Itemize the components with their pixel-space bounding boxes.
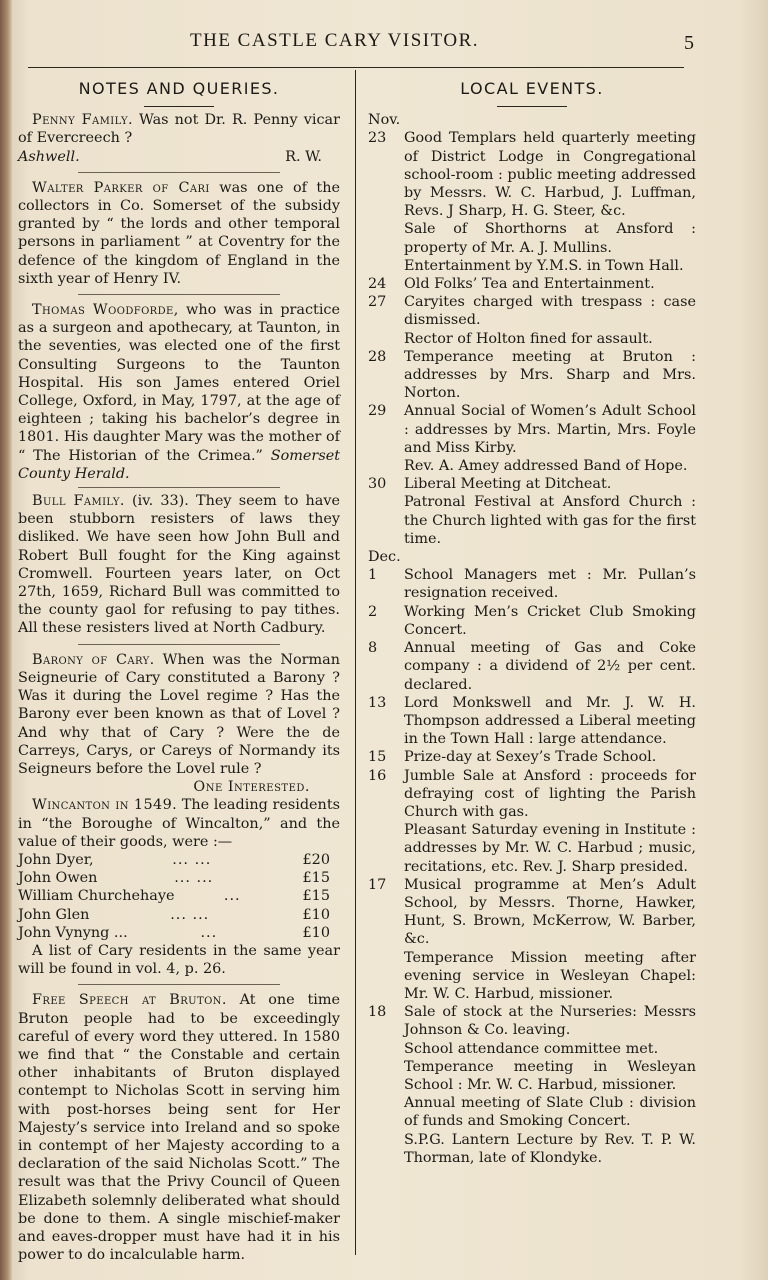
list-item <box>18 887 340 905</box>
event-entry <box>368 475 696 548</box>
event-item: Annual meeting of Gas and Coke company : a dividend of 2½ per cent. declared. <box>404 640 696 693</box>
event-item: Prize-day at Sexey’s Trade School. <box>404 749 657 766</box>
leader-dots: ... ... <box>172 851 212 868</box>
event-day: 24 <box>368 276 387 293</box>
resident-name: John Dyer, <box>18 851 94 868</box>
event-day: 8 <box>368 640 378 657</box>
event-item: Temperance Mission meeting after evening service in Wesleyan Chapel: Mr. W. C. Harbud, missioner. <box>404 949 696 1002</box>
event-day: 2 <box>368 603 378 620</box>
column-divider <box>355 70 356 1255</box>
event-text <box>404 475 696 548</box>
note-separator <box>78 483 280 488</box>
resident-name: John Owen <box>18 870 98 887</box>
resident-value: £20 <box>302 851 330 868</box>
event-entry <box>368 129 696 275</box>
list-item <box>18 906 340 924</box>
leader-dots: ... ... <box>170 906 210 923</box>
event-text <box>404 348 696 403</box>
note-source: Somerset County Herald. <box>18 447 340 482</box>
event-day: 30 <box>368 476 387 493</box>
residents-list <box>18 851 340 942</box>
note-bull-family <box>18 492 340 638</box>
event-text <box>404 402 696 475</box>
event-item: School Managers met : Mr. Pullan’s resignation received. <box>404 567 696 602</box>
event-day: 15 <box>368 749 387 766</box>
event-entry <box>368 767 696 876</box>
event-entry <box>368 694 696 749</box>
header-rule <box>28 67 684 68</box>
month-label: Dec. <box>368 549 401 566</box>
event-day: 18 <box>368 1004 387 1021</box>
event-entry <box>368 566 696 602</box>
note-free-speech <box>18 991 340 1264</box>
event-item: Rector of Holton fined for assault. <box>404 330 653 347</box>
month-label: Nov. <box>368 112 401 129</box>
note-footer: A list of Cary residents in the same year will be found in vol. 4, p. 26. <box>18 942 340 978</box>
event-entry <box>368 603 696 639</box>
note-barony-of-cary <box>18 651 340 797</box>
event-item: Sale of Shorthorns at Ansford : property of Mr. A. J. Mullins. <box>404 221 696 256</box>
event-item: Old Folks’ Tea and Entertainment. <box>404 276 655 293</box>
event-text <box>404 293 696 348</box>
note-lead: Thomas Woodforde, <box>32 302 179 319</box>
leader-dots: ... <box>200 924 218 941</box>
event-item: Pleasant Saturday evening in Institute : addresses by Mr. W. C. Harbud ; music, recitations, etc. Rev. J. Sharp presided. <box>404 822 696 875</box>
leader-dots: ... ... <box>174 870 214 887</box>
event-item: Annual meeting of Slate Club : division of funds and Smoking Concert. <box>404 1095 696 1130</box>
event-text <box>404 275 696 293</box>
note-lead: Bull Family. <box>32 493 125 510</box>
event-text <box>404 639 696 694</box>
event-item: S.P.G. Lantern Lecture by Rev. T. P. W. Thorman, late of Klondyke. <box>404 1131 696 1166</box>
event-text <box>404 748 696 766</box>
list-item <box>18 851 340 869</box>
event-item: School attendance committee met. <box>404 1040 659 1057</box>
event-item: Caryites charged with trespass : case dismissed. <box>404 294 696 329</box>
book-binding-edge <box>0 0 12 1280</box>
note-lead: Barony of Cary. <box>32 651 155 668</box>
events-list <box>368 111 696 1167</box>
list-item <box>18 869 340 887</box>
note-penny-family <box>18 111 340 166</box>
note-text: When was the Norman Seigneurie of Cary constituted a Barony ? Was it during the Lovel regime ? Has the Barony ever been known as that of Lovel ? And why that of Cary ? Were the de Carreys, Carys, or Careys of Normandy its Seigneurs before the Lovel rule ? <box>18 651 341 777</box>
note-separator <box>78 978 280 985</box>
local-events-column <box>368 76 696 1167</box>
event-text <box>404 876 696 1003</box>
note-wincanton <box>18 796 340 978</box>
event-entry <box>368 402 696 475</box>
notes-heading: NOTES AND QUERIES. <box>78 79 280 98</box>
running-title: THE CASTLE CARY VISITOR. <box>190 30 480 51</box>
event-day: 1 <box>368 567 378 584</box>
event-entry <box>368 748 696 766</box>
event-item: Working Men’s Cricket Club Smoking Concert. <box>404 603 696 638</box>
note-place: Ashwell. <box>18 148 80 165</box>
event-item: Liberal Meeting at Ditcheat. <box>404 476 612 493</box>
note-signature: R. W. <box>285 148 322 165</box>
event-entry <box>368 275 696 293</box>
note-signature: One Interested. <box>193 779 310 796</box>
note-lead: Free Speech at Bruton. <box>32 992 227 1009</box>
event-item: Musical programme at Men’s Adult School, by Messrs. Thorne, Hawker, Hunt, S. Brown, McKerrow, W. Barber, &c. <box>404 876 696 948</box>
event-item: Annual Social of Women’s Adult School : addresses by Mrs. Martin, Mrs. Foyle and Miss Kirby. <box>404 403 696 456</box>
event-entry <box>368 1003 696 1167</box>
event-item: Lord Monkswell and Mr. J. W. H. Thompson addressed a Liberal meeting in the Town Hall : large attendance. <box>404 694 696 748</box>
note-separator <box>78 166 280 173</box>
page-header <box>0 30 768 56</box>
note-text: was one of the collectors in Co. Somerset of the subsidy granted by “ the lords and other temporal persons in parliament ” at Coventry for the defence of the kingdom of England in the sixth year of Henry IV. <box>18 179 341 287</box>
event-item: Jumble Sale at Ansford : proceeds for defraying cost of lighting the Parish Church with gas. <box>404 767 696 820</box>
event-item: Sale of stock at the Nurseries: Messrs Johnson & Co. leaving. <box>404 1004 696 1039</box>
event-text <box>404 566 696 602</box>
resident-name: John Glen <box>18 906 90 923</box>
event-day: 17 <box>368 876 387 893</box>
notes-and-queries-column <box>18 76 340 1264</box>
event-item: Rev. A. Amey addressed Band of Hope. <box>404 458 688 475</box>
resident-value: £10 <box>302 924 330 941</box>
resident-value: £15 <box>302 870 330 887</box>
event-text <box>404 603 696 639</box>
note-walter-parker <box>18 179 340 288</box>
page-number: 5 <box>684 32 694 54</box>
note-text: The leading residents in “the Boroughe of Wincalton,” and the value of their goods, were :— <box>18 797 340 850</box>
list-item <box>18 924 340 942</box>
note-text: (iv. 33). They seem to have been stubborn resisters of laws they disliked. We have seen how John Bull and Robert Bull fought for the King against Cromwell. Fourteen years later, on Oct 27th, 1659, Richard Bull was committed to the county gaol for refusing to pay tithes. All these resisters lived at North Cadbury. <box>18 493 341 637</box>
note-text: who was in practice as a surgeon and apothecary, at Taunton, in the seventies, was elected one of the first Consulting Surgeons to the Taunton Hospital. His son James entered Oriel College, Oxford, in May, 1797, at the age of eighteen ; taking his bachelor’s degree in 1801. His daughter Mary was the mother of “ The Historian of the Crimea.” <box>18 302 341 464</box>
event-item: Patronal Festival at Ansford Church : the Church lighted with gas for the first time. <box>404 494 696 547</box>
event-item: Entertainment by Y.M.S. in Town Hall. <box>404 257 684 274</box>
event-text <box>404 694 696 749</box>
event-item: Temperance meeting at Bruton : addresses by Mrs. Sharp and Mrs. Norton. <box>404 348 696 402</box>
resident-name: William Churchehaye <box>18 888 175 905</box>
heading-rule <box>144 106 214 107</box>
heading-rule <box>497 106 567 107</box>
event-text <box>404 129 696 275</box>
event-entry <box>368 639 696 694</box>
note-text: At one time Bruton people had to be exceedingly careful of every word they uttered. In 1580 we find that “ the Constable and certain other inhabitants of Bruton displayed contempt to Nicholas Scott in serving him with post-horses being sent for Her Majesty’s service into Ireland and so spoke in contempt of her Majesty according to a declaration of the said Nicholas Scott.” The result was that the Privy Council of Queen Elizabeth solemnly deliberated what should be done to them. A single mischief-maker and eaves-dropper must have had it in his power to do incalculable harm. <box>18 992 341 1264</box>
note-separator <box>78 288 280 295</box>
events-heading: LOCAL EVENTS. <box>460 79 604 98</box>
resident-name: John Vynyng ... <box>18 924 128 941</box>
note-lead: Wincanton in 1549. <box>32 797 178 814</box>
note-lead: Penny Family. <box>32 112 133 129</box>
event-day: 29 <box>368 403 387 420</box>
event-item: Good Templars held quarterly meeting of District Lodge in Congregational school-room : public meeting addressed by Messrs. W. C. Harbud, J. Luffman, Revs. J Sharp, H. G. Steer, &c. <box>404 130 696 220</box>
note-lead: Walter Parker of Cari <box>32 179 210 196</box>
event-day: 13 <box>368 694 387 711</box>
event-entry <box>368 876 696 1003</box>
note-text: Was not Dr. R. Penny vicar of Evercreech ? <box>18 112 340 147</box>
leader-dots: ... <box>223 888 241 905</box>
event-item: Temperance meeting in Wesleyan School : Mr. W. C. Harbud, missioner. <box>404 1058 696 1093</box>
event-day: 27 <box>368 294 387 311</box>
resident-value: £15 <box>302 888 330 905</box>
event-text <box>404 1003 696 1167</box>
event-day: 16 <box>368 767 387 784</box>
event-day: 28 <box>368 348 387 365</box>
event-day: 23 <box>368 130 387 147</box>
event-text <box>404 767 696 876</box>
note-separator <box>78 638 280 645</box>
resident-value: £10 <box>302 906 330 923</box>
event-entry <box>368 293 696 348</box>
event-entry <box>368 348 696 403</box>
note-thomas-woodforde <box>18 301 340 483</box>
